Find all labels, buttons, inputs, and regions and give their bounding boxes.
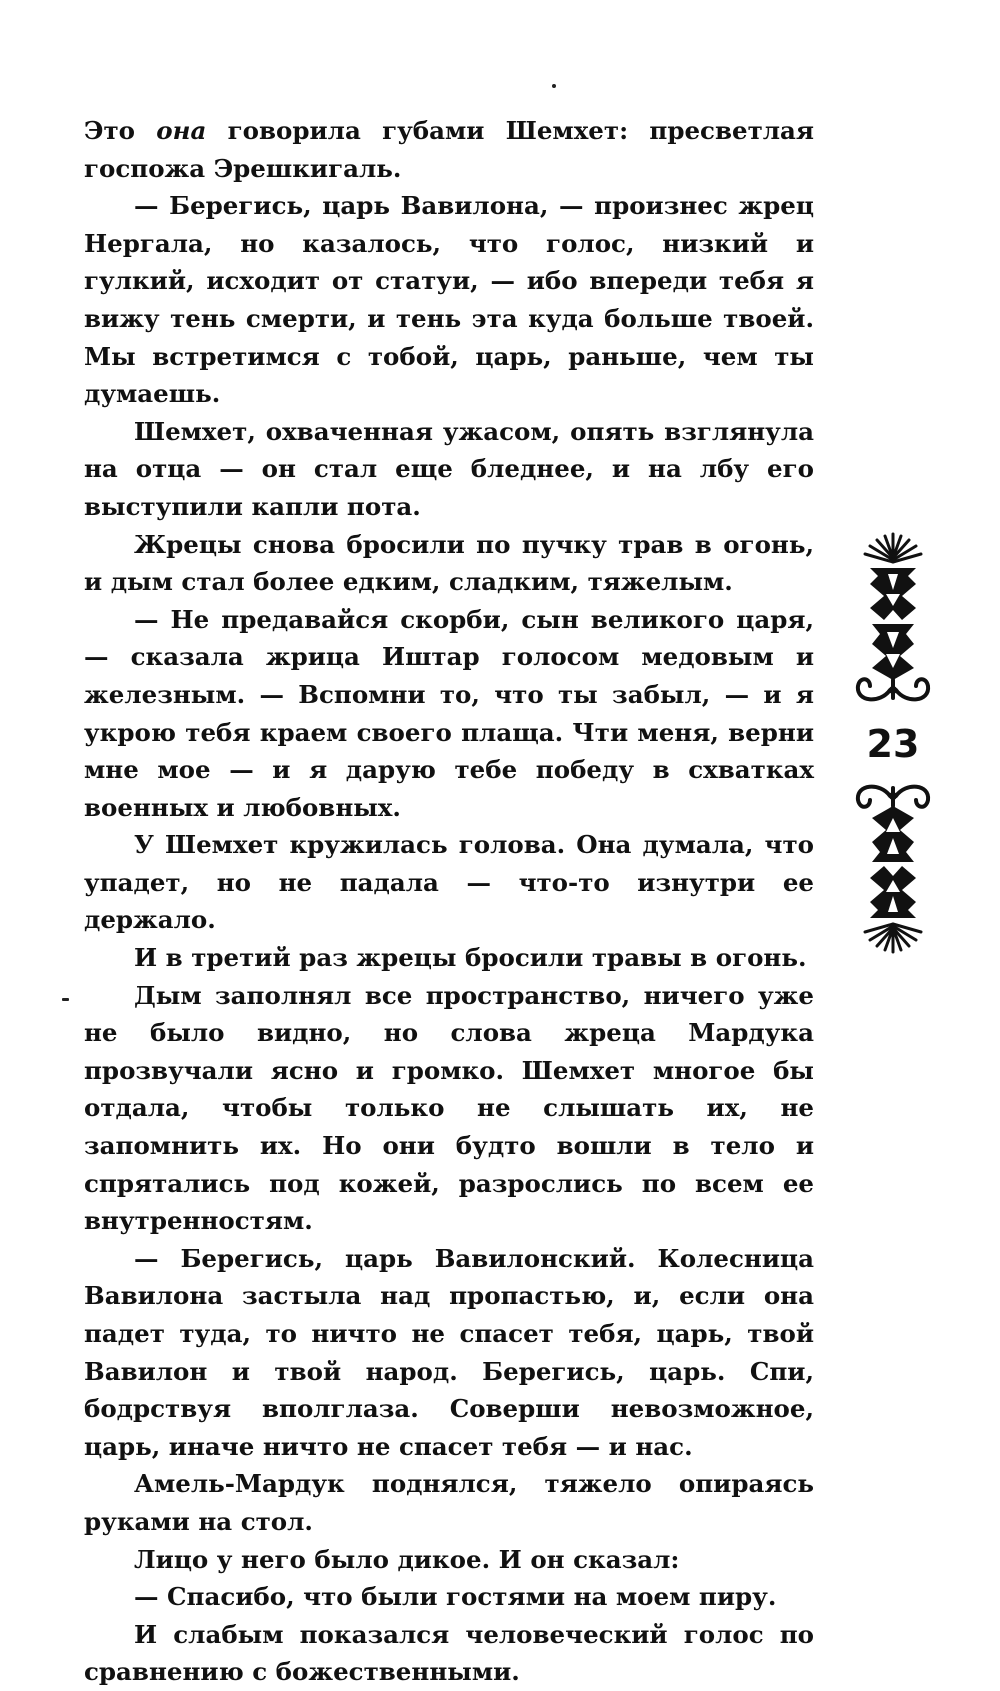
paragraph-13: И слабым показался человеческий голос по сравнению с божественными. bbox=[84, 1619, 814, 1687]
palmette-ornament-bottom-icon bbox=[850, 778, 936, 956]
paragraph-7: И в третий раз жрецы бросили травы в огонь. bbox=[134, 943, 807, 973]
paragraph-9: — Берегись, царь Вавилонский. Колесница Вавилона застыла над пропастью, и, если она падет туда, то ничто не спасет тебя, царь, твой Вавилон и твой народ. Берегись, царь. Спи, бодрствуя вполглаза. Соверши невозможное, царь, иначе ничто не спасет тебя — и нас. bbox=[84, 1243, 814, 1461]
paragraph-4: Жрецы снова бросили по пучку трав в огонь, и дым стал более едким, сладким, тяжелым. bbox=[84, 529, 814, 597]
main-text bbox=[84, 112, 814, 1691]
print-speck bbox=[552, 84, 556, 88]
italic-word: она bbox=[156, 116, 207, 145]
paragraph-10: Амель-Мардук поднялся, тяжело опираясь руками на стол. bbox=[84, 1469, 814, 1536]
paragraph-11: Лицо у него было дикое. И он сказал: bbox=[134, 1544, 680, 1574]
page-number: 23 bbox=[866, 722, 920, 766]
print-speck bbox=[62, 998, 69, 1001]
paragraph-6: У Шемхет кружилась голова. Она думала, что упадет, но не падала — что-то изнутри ее держало. bbox=[84, 830, 814, 935]
paragraph-1: Это она говорила губами Шемхет: пресветлая госпожа Эрешкигаль. bbox=[84, 116, 814, 183]
paragraph-12: — Спасибо, что были гостями на моем пиру. bbox=[134, 1582, 777, 1612]
paragraph-5: — Не предавайся скорби, сын великого царя, — сказала жрица Иштар голосом медовым и железным. — Вспомни то, что ты забыл, — и я укрою тебя краем своего плаща. Чти меня, верни мне мое — и я дарую тебе победу в схватках военных и любовных. bbox=[84, 604, 814, 822]
paragraph-8: Дым заполнял все пространство, ничего уже не было видно, но слова жреца Мардука прозвучали ясно и громко. Шемхет многое бы отдала, чтобы только не слышать их, не запомнить их. Но они будто вошли в тело и спрятались под кожей, разрослись по всем ее внутренностям. bbox=[84, 980, 814, 1236]
paragraph-3: Шемхет, охваченная ужасом, опять взглянула на отца — он стал еще бледнее, и на лбу его выступили капли пота. bbox=[84, 416, 814, 521]
palmette-ornament-top-icon bbox=[850, 530, 936, 708]
paragraph-2: — Берегись, царь Вавилона, — произнес жрец Нергала, но казалось, что голос, низкий и гулкий, исходит от статуи, — ибо впереди тебя я вижу тень смерти, и тень эта куда больше твоей. Мы встретимся с тобой, царь, раньше, чем ты думаешь. bbox=[84, 191, 814, 409]
